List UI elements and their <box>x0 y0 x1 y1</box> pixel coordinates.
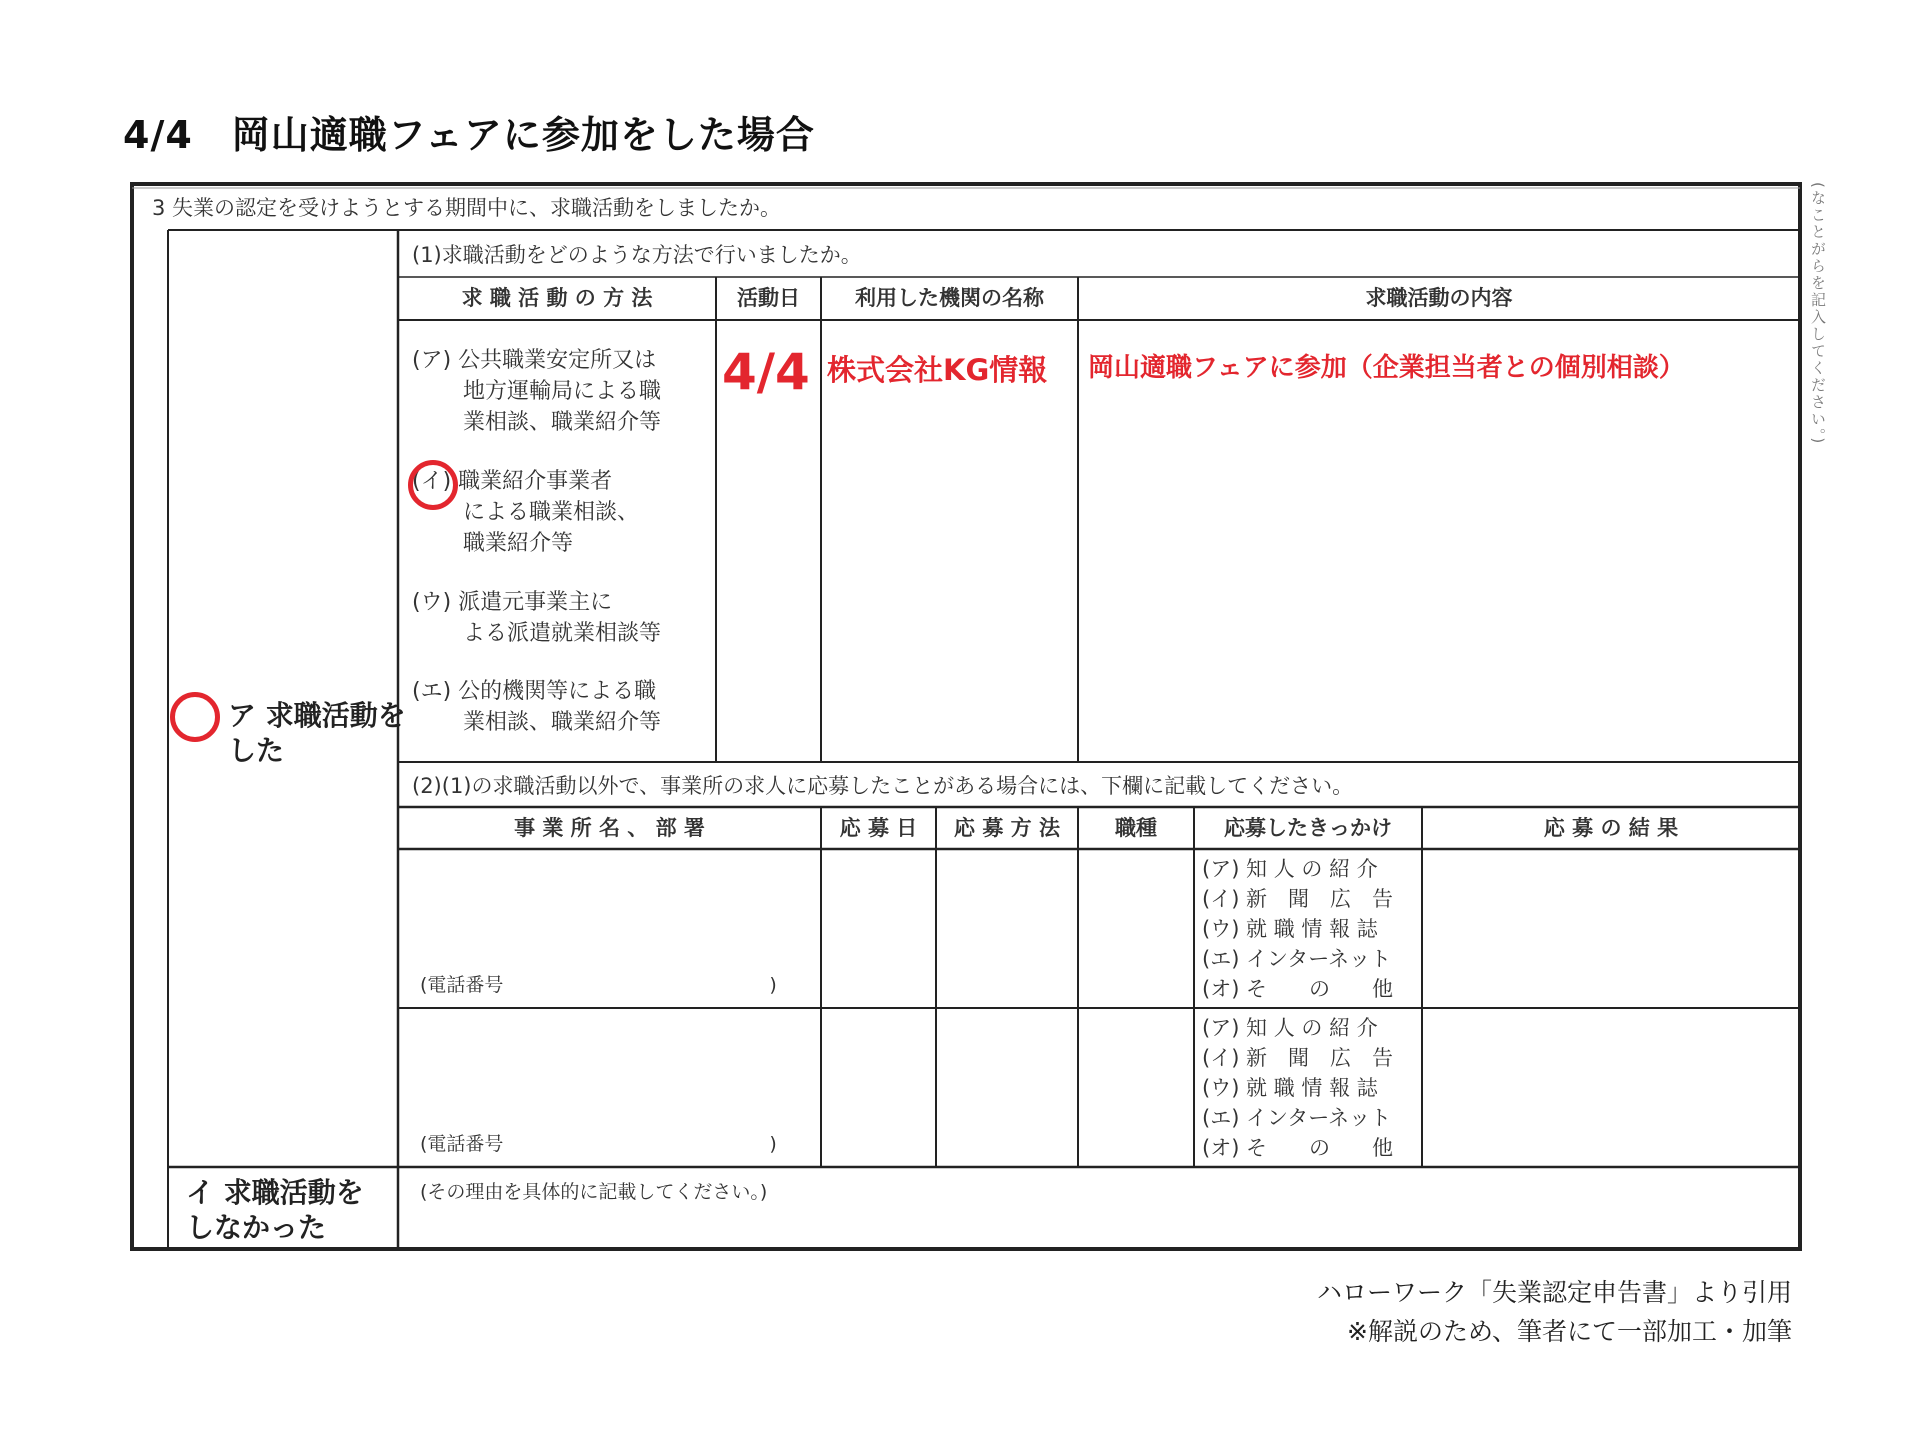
phone-label-1: (電話番号 ) <box>420 974 777 996</box>
entry-content: 岡山適職フェアに参加（企業担当者との個別相談） <box>1088 353 1685 383</box>
trigger-item: (ア) 知 人 の 紹 介 <box>1202 857 1378 881</box>
header-trigger: 応募したきっかけ <box>1224 816 1392 840</box>
header-apply-method: 応 募 方 法 <box>954 816 1060 840</box>
selected-circle-i <box>408 460 458 510</box>
header-office: 事 業 所 名 、 部 署 <box>514 816 705 840</box>
option-i-label: イ 求職活動を しなかった <box>186 1176 364 1244</box>
header-date: 活動日 <box>737 286 800 310</box>
trigger-item: (ウ) 就 職 情 報 誌 <box>1202 917 1378 941</box>
q2-title: (2)(1)の求職活動以外で、事業所の求人に応募したことがある場合には、下欄に記載してください。 <box>412 774 1354 798</box>
trigger-item: (エ) インターネット <box>1202 947 1392 971</box>
trigger-item: (オ) そ の 他 <box>1202 977 1394 1001</box>
trigger-list-1 <box>1202 854 1393 1004</box>
trigger-item: (ウ) 就 職 情 報 誌 <box>1202 1076 1378 1100</box>
phone-label-2: (電話番号 ) <box>420 1133 777 1155</box>
header-apply-date: 応 募 日 <box>839 816 918 840</box>
trigger-item: (オ) そ の 他 <box>1202 1136 1394 1160</box>
trigger-list-2 <box>1202 1013 1393 1163</box>
trigger-item: (イ) 新 聞 広 告 <box>1202 1046 1394 1070</box>
header-content: 求職活動の内容 <box>1365 286 1513 310</box>
method-option-i: (イ) 職業紹介事業者 による職業相談、 職業紹介等 <box>412 469 639 556</box>
option-a-label: ア 求職活動を した <box>228 699 406 767</box>
header-result: 応 募 の 結 果 <box>1543 816 1679 840</box>
trigger-item: (エ) インターネット <box>1202 1106 1392 1130</box>
header-agency: 利用した機関の名称 <box>855 286 1044 310</box>
method-option-u: (ウ) 派遣元事業主に よる派遣就業相談等 <box>412 590 661 646</box>
selected-circle-a <box>170 692 220 742</box>
credit-source: ハローワーク「失業認定申告書」より引用 <box>1316 1278 1792 1307</box>
job-search-form <box>130 182 1802 1251</box>
method-option-a: (ア) 公共職業安定所又は 地方運輸局による職 業相談、職業紹介等 <box>412 348 661 435</box>
header-method: 求 職 活 動 の 方 法 <box>461 286 653 310</box>
method-option-e: (エ) 公的機関等による職 業相談、職業紹介等 <box>412 679 661 735</box>
trigger-item: (ア) 知 人 の 紹 介 <box>1202 1016 1378 1040</box>
section-title: 3 失業の認定を受けようとする期間中に、求職活動をしましたか。 <box>152 196 782 220</box>
entry-date: 4/4 <box>722 343 810 401</box>
credit-note: ※解説のため、筆者にて一部加工・加筆 <box>1347 1317 1792 1346</box>
header-job-type: 職種 <box>1115 816 1157 840</box>
page-heading: 4/4 岡山適職フェアに参加をした場合 <box>123 113 815 157</box>
trigger-item: (イ) 新 聞 広 告 <box>1202 887 1394 911</box>
q1-title: (1)求職活動をどのような方法で行いましたか。 <box>412 243 862 267</box>
entry-agency: 株式会社KG情報 <box>827 353 1048 387</box>
reason-note: (その理由を具体的に記載してください。) <box>420 1181 768 1203</box>
side-note: (なことがらを記入してください。) <box>1809 182 1827 446</box>
